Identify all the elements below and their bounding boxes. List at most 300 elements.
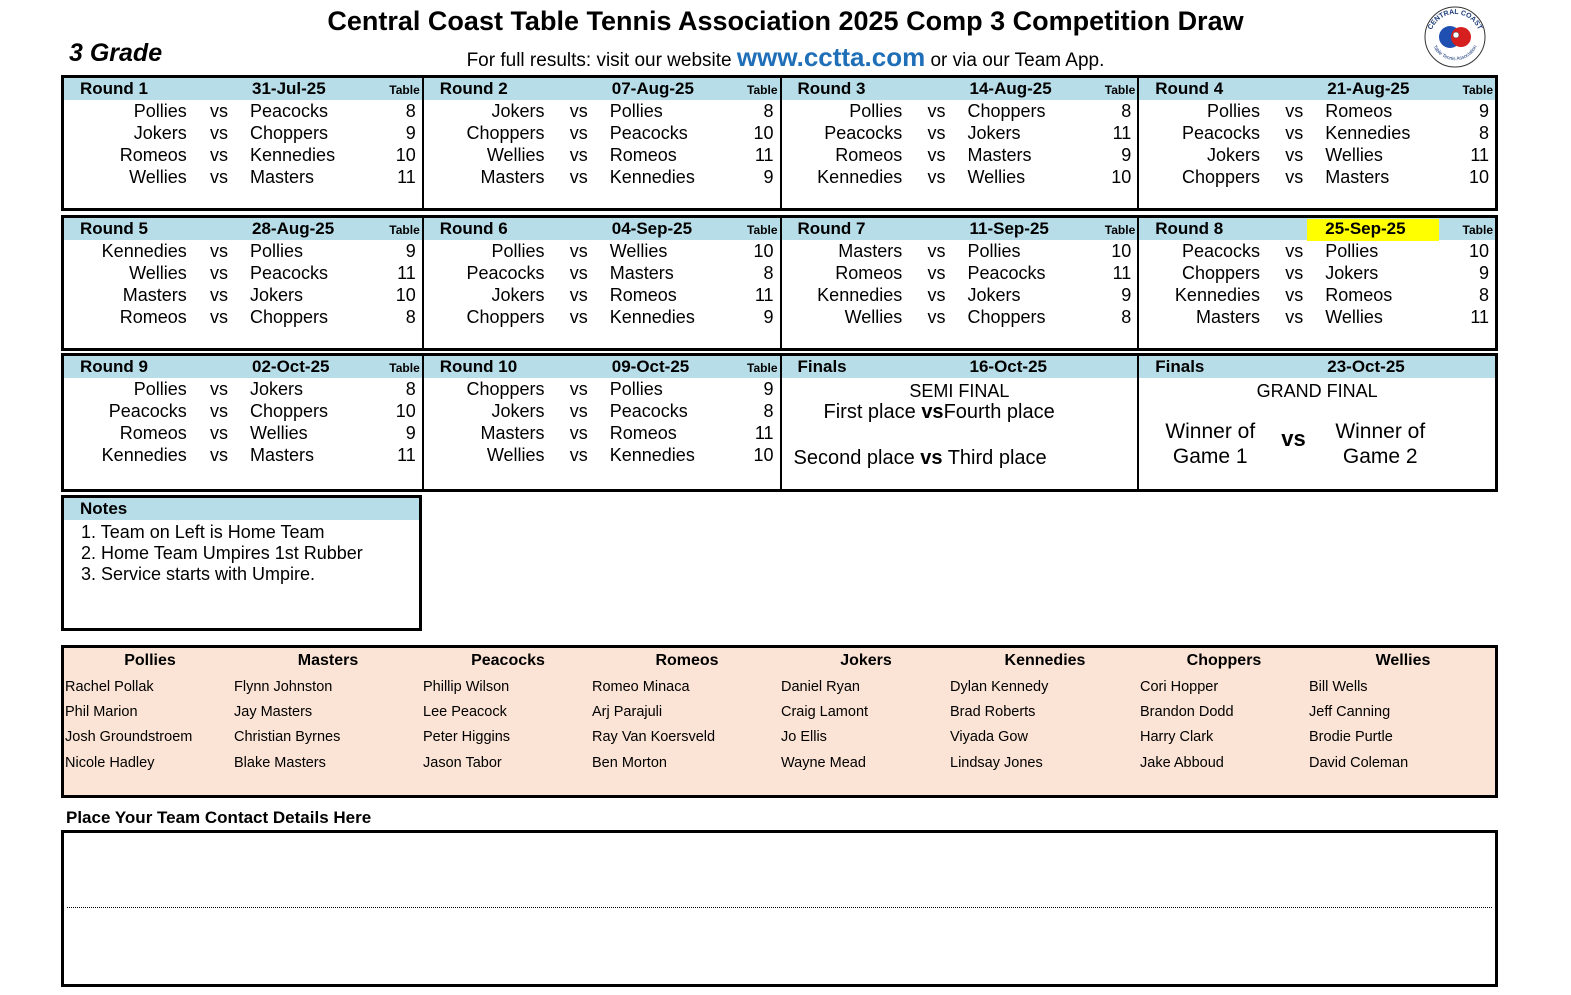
- team-name: Masters: [297, 652, 359, 669]
- away-team: Masters: [250, 167, 315, 187]
- match-row: [1139, 100, 1495, 122]
- home-team: Romeos: [835, 263, 903, 283]
- vs-label: vs: [927, 263, 946, 283]
- table-number: 11: [754, 145, 774, 165]
- home-team: Masters: [122, 285, 187, 305]
- round-date: 31-Jul-25: [252, 79, 326, 98]
- match-row: [424, 306, 780, 328]
- rounds-band-1: [61, 75, 1498, 211]
- grand-left-line1: Winner of: [1165, 420, 1256, 443]
- round-name: Round 1: [80, 79, 148, 98]
- player-name: Ray Van Koersveld: [592, 729, 716, 745]
- match-row: [64, 306, 422, 328]
- vs-label: vs: [569, 241, 588, 261]
- vs-label: vs: [569, 145, 588, 165]
- away-team: Pollies: [250, 241, 304, 261]
- match-row: [782, 262, 1138, 284]
- away-team: Kennedies: [1325, 123, 1411, 143]
- match-row: [64, 100, 422, 122]
- vs-label: vs: [569, 123, 588, 143]
- contact-details-box[interactable]: [61, 830, 1498, 987]
- vs-label: vs: [1285, 123, 1304, 143]
- match-row: [424, 144, 780, 166]
- home-team: Peacocks: [108, 401, 187, 421]
- match-row: [64, 444, 422, 466]
- vs-label: vs: [210, 167, 228, 187]
- home-team: Masters: [480, 167, 545, 187]
- away-team: Kennedies: [250, 145, 336, 165]
- table-number: 8: [1478, 123, 1489, 143]
- player-name: Dylan Kennedy: [950, 679, 1049, 695]
- match-row: [424, 166, 780, 188]
- table-number: 10: [1468, 241, 1489, 261]
- notes-title: Notes: [80, 499, 128, 518]
- vs-label: vs: [210, 241, 228, 261]
- match-row: [782, 144, 1138, 166]
- round-name: Round 5: [80, 219, 148, 238]
- table-number: 10: [1468, 167, 1489, 187]
- round-name: Round 7: [797, 219, 866, 238]
- grand-final-title: Finals: [1155, 357, 1205, 376]
- team-name: Peacocks: [471, 652, 545, 669]
- vs-label: vs: [1285, 145, 1304, 165]
- round-panel-1: [64, 78, 422, 208]
- match-row: [64, 240, 422, 262]
- away-team: Peacocks: [967, 263, 1046, 283]
- round-name: Round 8: [1155, 219, 1224, 238]
- home-team: Pollies: [133, 379, 187, 399]
- match-row: [424, 422, 780, 444]
- match-row: [424, 262, 780, 284]
- grand-right-line2: Game 2: [1342, 445, 1418, 468]
- home-team: Jokers: [491, 101, 545, 121]
- round-panel-3: [780, 78, 1138, 208]
- table-number: 11: [1112, 123, 1132, 143]
- page-title: Central Coast Table Tennis Association 2025 Comp 3 Competition Draw: [327, 6, 1244, 36]
- away-team: Choppers: [967, 101, 1046, 121]
- vs-label: vs: [210, 101, 228, 121]
- match-row: [1139, 262, 1495, 284]
- table-number: 9: [1121, 285, 1132, 305]
- table-number: 10: [753, 123, 774, 143]
- home-team: Romeos: [835, 145, 903, 165]
- away-team: Jokers: [1325, 263, 1379, 283]
- home-team: Kennedies: [101, 241, 187, 261]
- contact-divider: [67, 907, 1492, 908]
- player-name: Rachel Pollak: [65, 679, 154, 695]
- round-date: 09-Oct-25: [611, 357, 690, 376]
- round-header: [782, 78, 1138, 100]
- player-name: Viyada Gow: [950, 729, 1028, 745]
- away-team: Jokers: [967, 285, 1021, 305]
- home-team: Jokers: [491, 285, 545, 305]
- team-name: Kennedies: [1004, 652, 1086, 669]
- match-row: [1139, 306, 1495, 328]
- home-team: Wellies: [844, 307, 903, 327]
- table-number: 11: [1470, 145, 1489, 165]
- away-team: Masters: [250, 445, 315, 465]
- away-team: Romeos: [1325, 285, 1393, 305]
- table-number: 11: [1112, 263, 1132, 283]
- round-name: Round 4: [1155, 79, 1224, 98]
- vs-label: vs: [927, 123, 946, 143]
- home-team: Peacocks: [466, 263, 545, 283]
- away-team: Jokers: [250, 285, 304, 305]
- round-header: [64, 356, 422, 378]
- home-team: Pollies: [491, 241, 545, 261]
- grand-final-vs: vs: [1281, 426, 1306, 451]
- contact-label: Place Your Team Contact Details Here: [66, 808, 372, 827]
- home-team: Romeos: [119, 307, 187, 327]
- round-name: Round 3: [797, 79, 866, 98]
- round-panel-2: [422, 78, 780, 208]
- round-date: 28-Aug-25: [252, 219, 335, 238]
- home-team: Romeos: [119, 145, 187, 165]
- player-name: Josh Groundstroem: [65, 729, 193, 745]
- player-name: Jay Masters: [234, 704, 313, 720]
- away-team: Pollies: [609, 379, 663, 399]
- results-suffix: or via our Team App.: [930, 50, 1105, 71]
- player-name: Cori Hopper: [1140, 679, 1219, 695]
- grand-final-heading: GRAND FINAL: [1256, 381, 1378, 401]
- vs-label: vs: [1285, 285, 1304, 305]
- home-team: Wellies: [486, 445, 545, 465]
- round-panel-4: [1137, 78, 1495, 208]
- round-name: Round 2: [439, 79, 508, 98]
- away-team: Choppers: [250, 401, 329, 421]
- table-column-label: Table: [747, 361, 778, 375]
- player-name: Jake Abboud: [1140, 755, 1224, 771]
- vs-label: vs: [210, 145, 228, 165]
- away-team: Jokers: [250, 379, 304, 399]
- round-date: 07-Aug-25: [611, 79, 694, 98]
- table-number: 10: [1111, 167, 1132, 187]
- player-name: Lindsay Jones: [950, 755, 1043, 771]
- away-team: Jokers: [967, 123, 1021, 143]
- table-number: 10: [395, 401, 416, 421]
- table-number: 8: [1478, 285, 1489, 305]
- grand-final-date: 23-Oct-25: [1327, 357, 1405, 376]
- round-date: 04-Sep-25: [611, 219, 693, 238]
- table-number: 9: [405, 423, 416, 443]
- player-name: Jo Ellis: [781, 729, 827, 745]
- table-number: 8: [1121, 101, 1132, 121]
- away-team: Pollies: [1325, 241, 1379, 261]
- vs-label: vs: [569, 379, 588, 399]
- round-name: Round 9: [80, 357, 148, 376]
- away-team: Choppers: [250, 123, 329, 143]
- table-number: 9: [405, 123, 416, 143]
- table-number: 9: [405, 241, 416, 261]
- player-name: Ben Morton: [592, 755, 667, 771]
- player-name: Nicole Hadley: [65, 755, 155, 771]
- match-row: [424, 400, 780, 422]
- vs-label: vs: [1285, 241, 1304, 261]
- round-panel-6: [422, 218, 780, 348]
- player-name: Arj Parajuli: [592, 704, 663, 720]
- away-team: Wellies: [1325, 145, 1383, 165]
- table-number: 9: [763, 167, 774, 187]
- vs-label: vs: [210, 401, 228, 421]
- website-link[interactable]: www.cctta.com: [736, 42, 926, 72]
- match-row: [1139, 166, 1495, 188]
- table-column-label: Table: [389, 361, 420, 375]
- association-logo: [1420, 3, 1490, 69]
- away-team: Wellies: [250, 423, 308, 443]
- table-column-label: Table: [747, 223, 778, 237]
- home-team: Wellies: [129, 167, 187, 187]
- semi-final-game-1: [824, 401, 1055, 424]
- vs-label: vs: [1285, 167, 1304, 187]
- team-name: Pollies: [124, 652, 176, 669]
- round-date: 14-Aug-25: [969, 79, 1052, 98]
- round-panel-5: [64, 218, 422, 348]
- home-team: Choppers: [1181, 263, 1260, 283]
- round-date: 02-Oct-25: [252, 357, 330, 376]
- match-row: [64, 122, 422, 144]
- table-number: 11: [754, 285, 774, 305]
- grand-right-line1: Winner of: [1335, 420, 1426, 443]
- table-number: 10: [395, 285, 416, 305]
- round-panel-10: [422, 356, 780, 489]
- player-name: Christian Byrnes: [234, 729, 341, 745]
- grand-final-left: [1157, 419, 1263, 469]
- table-number: 8: [763, 401, 774, 421]
- away-team: Kennedies: [609, 445, 695, 465]
- round-name: Round 6: [439, 219, 508, 238]
- grade-label: 3 Grade: [69, 39, 163, 67]
- home-team: Wellies: [129, 263, 187, 283]
- notes-panel: [61, 495, 422, 631]
- match-row: [64, 144, 422, 166]
- home-team: Choppers: [1181, 167, 1260, 187]
- vs-label: vs: [927, 241, 946, 261]
- away-team: Wellies: [609, 241, 668, 261]
- vs-label: vs: [569, 423, 588, 443]
- table-number: 9: [763, 307, 774, 327]
- home-team: Pollies: [133, 101, 187, 121]
- away-team: Peacocks: [250, 263, 329, 283]
- player-name: Lee Peacock: [423, 704, 507, 720]
- table-column-label: Table: [389, 223, 420, 237]
- player-name: Blake Masters: [234, 755, 326, 771]
- table-number: 10: [1111, 241, 1132, 261]
- home-team: Wellies: [486, 145, 545, 165]
- round-header: [64, 78, 422, 100]
- round-date: 25-Sep-25: [1307, 219, 1439, 241]
- round-date: 11-Sep-25: [969, 219, 1049, 238]
- away-team: Peacocks: [609, 401, 688, 421]
- match-row: [64, 284, 422, 306]
- vs-label: vs: [569, 167, 588, 187]
- rounds-band-2: [61, 215, 1498, 351]
- note-item: 2. Home Team Umpires 1st Rubber: [81, 543, 363, 563]
- table-number: 8: [763, 263, 774, 283]
- home-team: Masters: [838, 241, 903, 261]
- player-name: Daniel Ryan: [781, 679, 860, 695]
- results-info: [0, 42, 1571, 73]
- table-number: 11: [754, 423, 774, 443]
- home-team: Peacocks: [1181, 241, 1260, 261]
- team-name: Choppers: [1186, 652, 1262, 669]
- vs-label: vs: [921, 401, 944, 423]
- vs-label: vs: [569, 401, 588, 421]
- table-number: 9: [1478, 263, 1489, 283]
- round-header: [424, 78, 780, 100]
- home-team: Pollies: [849, 101, 903, 121]
- vs-label: vs: [920, 447, 943, 469]
- vs-label: vs: [569, 445, 588, 465]
- player-name: Brodie Purtle: [1309, 729, 1393, 745]
- away-team: Peacocks: [609, 123, 688, 143]
- logo-text-bottom: Table Tennis Association: [1431, 44, 1479, 63]
- vs-label: vs: [569, 307, 588, 327]
- round-panel-9: [64, 356, 422, 489]
- vs-label: vs: [1285, 263, 1304, 283]
- player-name: Bill Wells: [1309, 679, 1368, 695]
- match-row: [424, 100, 780, 122]
- semi-game2-right: Third place: [947, 447, 1047, 469]
- player-name: Harry Clark: [1140, 729, 1214, 745]
- table-number: 10: [395, 145, 416, 165]
- player-name: Flynn Johnston: [234, 679, 333, 695]
- table-number: 8: [405, 101, 416, 121]
- player-name: Jason Tabor: [423, 755, 502, 771]
- match-row: [64, 262, 422, 284]
- vs-label: vs: [210, 285, 228, 305]
- table-column-label: Table: [747, 83, 778, 97]
- table-column-label: Table: [1462, 83, 1493, 97]
- round-panel-7: [780, 218, 1138, 348]
- match-row: [424, 444, 780, 466]
- home-team: Jokers: [133, 123, 187, 143]
- away-team: Kennedies: [609, 307, 695, 327]
- away-team: Masters: [1325, 167, 1390, 187]
- away-team: Romeos: [609, 423, 677, 443]
- notes-header: [64, 498, 419, 520]
- home-team: Choppers: [466, 307, 545, 327]
- player-name: Phillip Wilson: [423, 679, 510, 695]
- vs-label: vs: [210, 123, 228, 143]
- table-number: 8: [405, 307, 416, 327]
- table-number: 9: [1121, 145, 1132, 165]
- table-number: 9: [1478, 101, 1489, 121]
- player-name: Wayne Mead: [781, 755, 866, 771]
- logo-text-top: CENTRAL COAST: [1427, 8, 1483, 31]
- vs-label: vs: [210, 307, 228, 327]
- table-number: 8: [405, 379, 416, 399]
- team-rosters: [61, 645, 1498, 798]
- vs-label: vs: [1285, 101, 1304, 121]
- player-name: Romeo Minaca: [592, 679, 690, 695]
- note-item: 3. Service starts with Umpire.: [81, 564, 316, 584]
- table-number: 9: [763, 379, 774, 399]
- table-number: 8: [1121, 307, 1132, 327]
- match-row: [424, 122, 780, 144]
- home-team: Pollies: [1206, 101, 1260, 121]
- match-row: [782, 306, 1138, 328]
- notes-list: [64, 520, 419, 585]
- match-row: [424, 240, 780, 262]
- team-name: Wellies: [1375, 652, 1431, 669]
- note-item: 1. Team on Left is Home Team: [81, 522, 325, 542]
- team-name: Romeos: [655, 652, 719, 669]
- away-team: Choppers: [967, 307, 1046, 327]
- vs-label: vs: [927, 145, 946, 165]
- vs-label: vs: [569, 101, 588, 121]
- away-team: Peacocks: [250, 101, 329, 121]
- player-name: Brandon Dodd: [1140, 704, 1234, 720]
- match-row: [1139, 144, 1495, 166]
- table-number: 10: [753, 445, 774, 465]
- semi-final-panel: [780, 356, 1138, 489]
- home-team: Jokers: [1206, 145, 1260, 165]
- round-header: [424, 356, 780, 378]
- away-team: Choppers: [250, 307, 329, 327]
- match-row: [782, 122, 1138, 144]
- team-name: Jokers: [840, 652, 892, 669]
- home-team: Masters: [480, 423, 545, 443]
- away-team: Masters: [967, 145, 1032, 165]
- vs-label: vs: [210, 445, 228, 465]
- table-number: 8: [763, 101, 774, 121]
- player-name: Brad Roberts: [950, 704, 1036, 720]
- home-team: Kennedies: [817, 167, 903, 187]
- home-team: Peacocks: [1181, 123, 1260, 143]
- table-number: 11: [1470, 307, 1489, 327]
- home-team: Jokers: [491, 401, 545, 421]
- vs-label: vs: [927, 285, 946, 305]
- match-row: [782, 100, 1138, 122]
- player-name: Phil Marion: [65, 704, 138, 720]
- round-header: [782, 218, 1138, 240]
- round-date: 21-Aug-25: [1327, 79, 1410, 98]
- player-name: Craig Lamont: [781, 704, 869, 720]
- round-name: Round 10: [439, 357, 518, 376]
- away-team: Romeos: [609, 145, 677, 165]
- match-row: [64, 166, 422, 188]
- match-row: [782, 166, 1138, 188]
- results-prefix: For full results: visit our website: [466, 50, 732, 71]
- player-name: Peter Higgins: [423, 729, 511, 745]
- vs-label: vs: [210, 423, 228, 443]
- vs-label: vs: [927, 167, 946, 187]
- home-team: Peacocks: [824, 123, 903, 143]
- table-number: 11: [397, 263, 416, 283]
- vs-label: vs: [210, 263, 228, 283]
- home-team: Choppers: [466, 379, 545, 399]
- semi-final-header: [782, 356, 1138, 378]
- player-name: Jeff Canning: [1309, 704, 1391, 720]
- semi-game1-left: First place: [823, 401, 916, 423]
- vs-label: vs: [569, 263, 588, 283]
- round-header: [1139, 78, 1495, 100]
- table-number: 10: [753, 241, 774, 261]
- match-row: [782, 284, 1138, 306]
- match-row: [1139, 240, 1495, 262]
- vs-label: vs: [927, 307, 946, 327]
- table-number: 11: [397, 445, 416, 465]
- grand-left-line2: Game 1: [1172, 445, 1248, 468]
- ball-icon: [1453, 32, 1459, 38]
- match-row: [1139, 284, 1495, 306]
- vs-label: vs: [210, 379, 228, 399]
- home-team: Kennedies: [817, 285, 903, 305]
- match-row: [424, 378, 780, 400]
- home-team: Choppers: [466, 123, 545, 143]
- away-team: Masters: [609, 263, 674, 283]
- semi-final-heading: SEMI FINAL: [909, 381, 1010, 401]
